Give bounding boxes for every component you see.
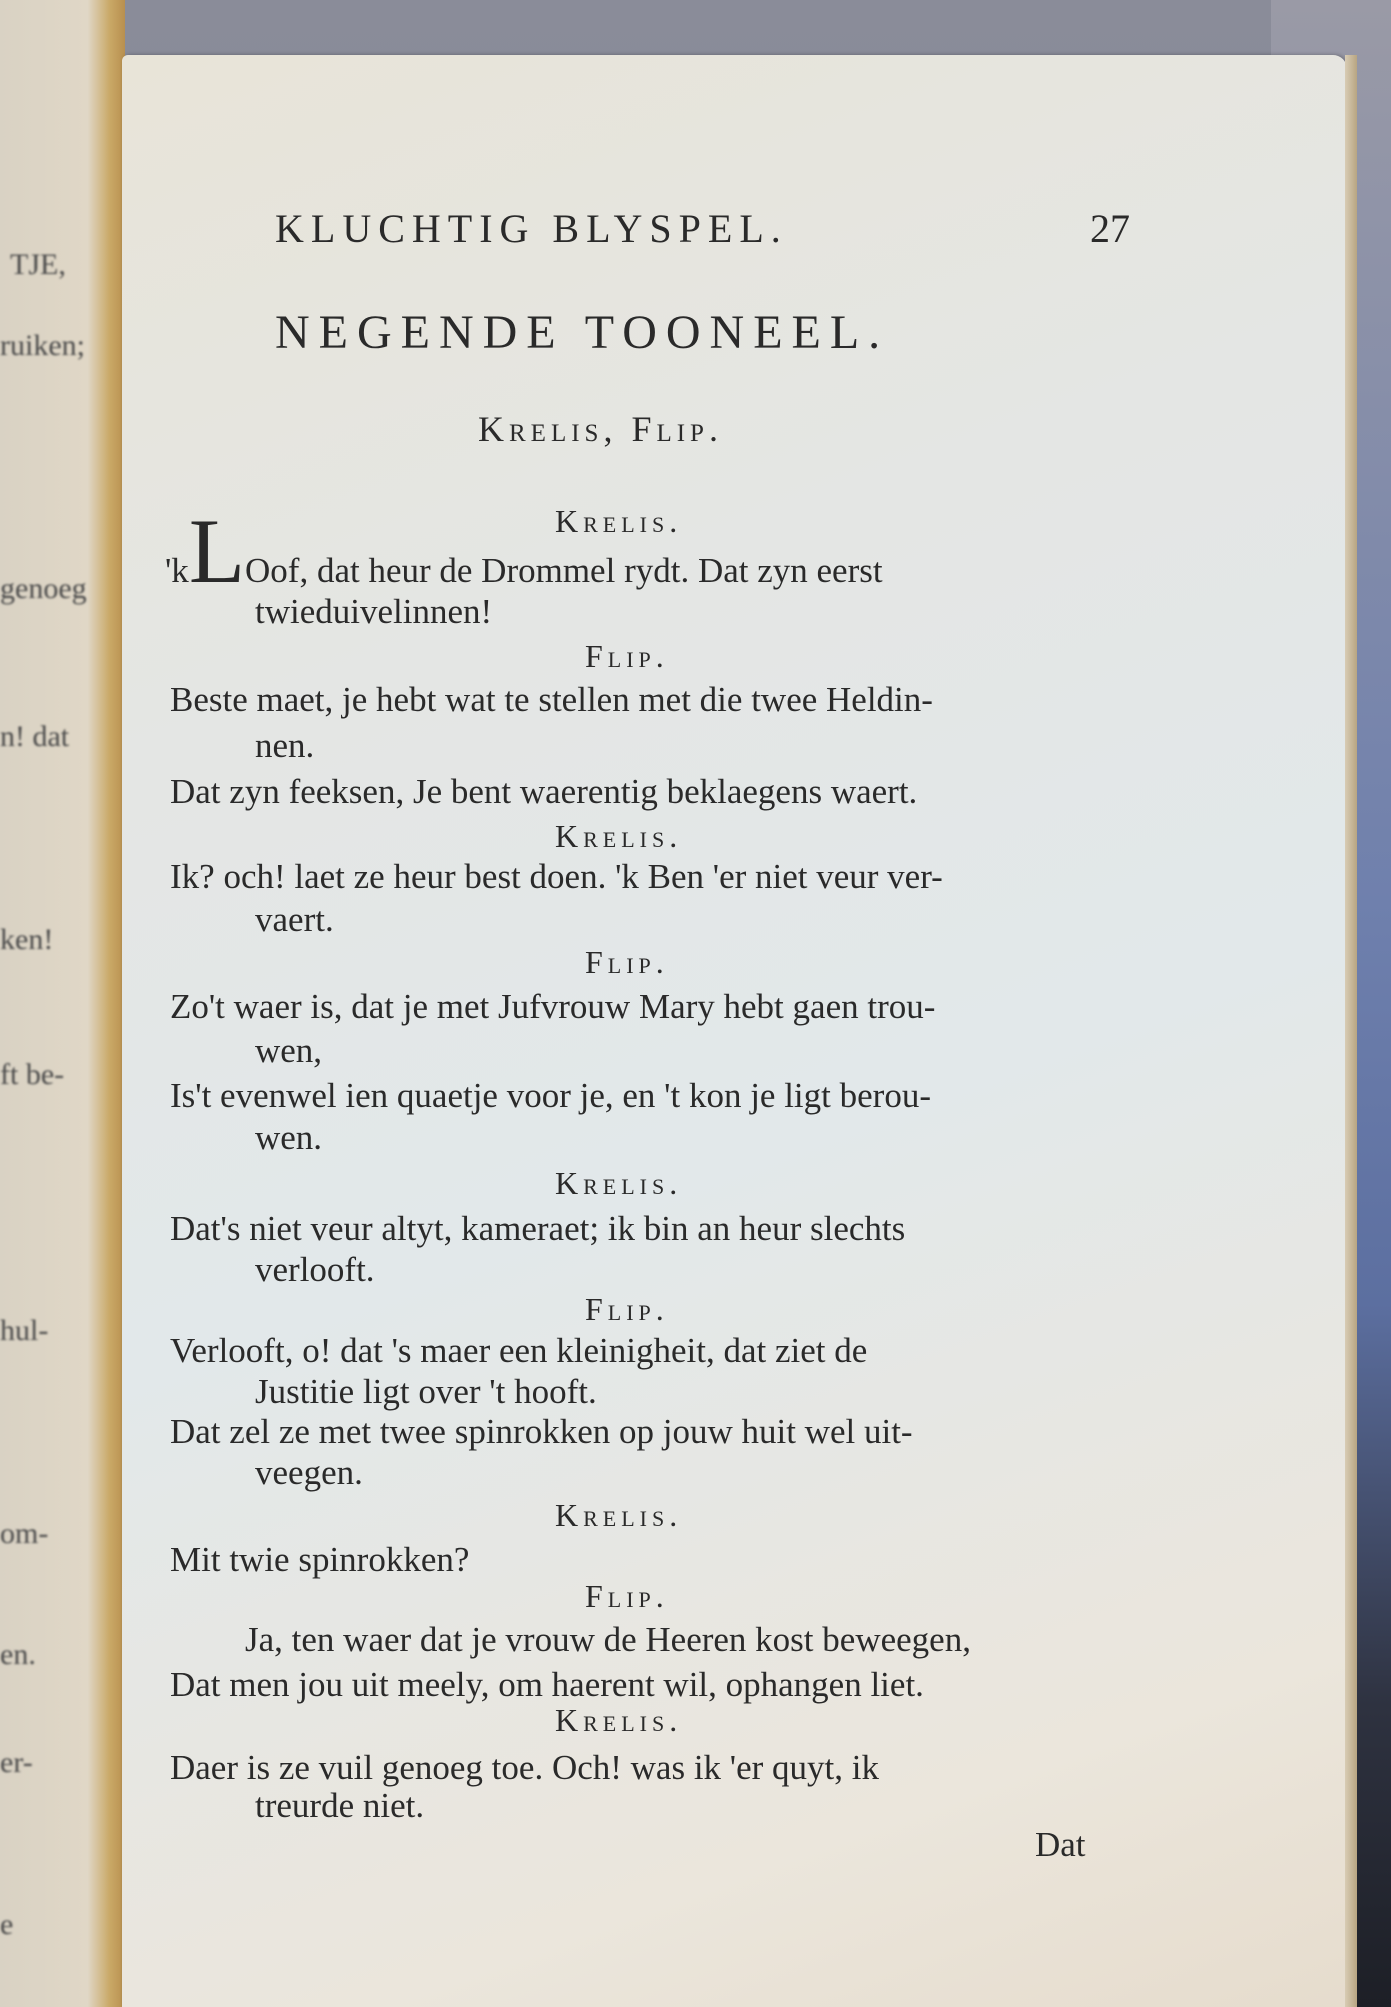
left-page <box>0 0 125 2007</box>
left-page-fragment: hul- <box>0 1314 49 1347</box>
dialogue-line <box>165 500 883 602</box>
dialogue-line: twieduivelinnen! <box>255 592 493 631</box>
dialogue-line: Mit twie spinrokken? <box>170 1540 470 1579</box>
speaker-name: Flip. <box>585 638 669 674</box>
speaker-name: Krelis. <box>555 1702 683 1738</box>
dialogue-line: Dat zyn feeksen, Je bent waerentig beklaegens waert. <box>170 772 918 811</box>
dialogue-line: wen. <box>255 1118 323 1157</box>
speaker-name: Flip. <box>585 1578 669 1614</box>
dialogue-line: treurde niet. <box>255 1786 425 1825</box>
dialogue-line: Dat's niet veur altyt, kameraet; ik bin an heur slechts <box>170 1209 906 1248</box>
left-page-fragment: n! dat <box>0 720 70 753</box>
left-page-fragment: ruiken; <box>0 328 85 362</box>
dialogue-line: Ik? och! laet ze heur best doen. 'k Ben 'er niet veur ver- <box>170 857 943 896</box>
dialogue-line: Justitie ligt over 't hooft. <box>255 1372 597 1411</box>
dialogue-line: nen. <box>255 726 315 765</box>
page-number: 27 <box>1090 206 1130 251</box>
speaker-name: Flip. <box>585 944 669 980</box>
dialogue-line: verlooft. <box>255 1250 375 1289</box>
dialogue-line: Dat men jou uit meely, om haerent wil, ophangen liet. <box>170 1665 924 1704</box>
dialogue-line: Is't evenwel ien quaetje voor je, en 't kon je ligt berou- <box>170 1076 931 1115</box>
dialogue-line: Beste maet, je hebt wat te stellen met die twee Heldin- <box>170 680 933 719</box>
dialogue-line: Zo't waer is, dat je met Jufvrouw Mary hebt gaen trou- <box>170 987 936 1026</box>
dialogue-line: wen, <box>255 1031 323 1070</box>
drop-cap: L <box>188 500 246 602</box>
catchword: Dat <box>1035 1825 1086 1864</box>
dialogue-line: veegen. <box>255 1453 363 1492</box>
left-page-fragment: ft be- <box>0 1057 65 1091</box>
line-text: Oof, dat heur de Drommel rydt. Dat zyn eerst <box>245 551 883 590</box>
dialogue-line: Verlooft, o! dat 's maer een kleinigheit, dat ziet de <box>170 1331 868 1370</box>
character-list: Krelis, Flip. <box>478 409 723 449</box>
dialogue-line: Daer is ze vuil genoeg toe. Och! was ik 'er quyt, ik <box>170 1748 880 1787</box>
speaker-name: Krelis. <box>555 818 683 854</box>
running-head: KLUCHTIG BLYSPEL. <box>275 206 788 251</box>
left-page-fragment: er- <box>0 1746 33 1779</box>
dialogue-line: vaert. <box>255 900 334 939</box>
speaker-name: Krelis. <box>555 503 683 539</box>
left-page-fragment: TJE, <box>10 247 66 281</box>
left-page-fragment: en. <box>0 1638 36 1671</box>
speaker-name: Krelis. <box>555 1165 683 1201</box>
dialogue-line: Ja, ten waer dat je vrouw de Heeren kost beweegen, <box>245 1620 971 1659</box>
left-page-fragment: om- <box>0 1516 49 1550</box>
left-page-fragment: genoeg <box>0 571 87 605</box>
line-prefix: 'k <box>165 551 189 590</box>
left-page-fragment: e <box>0 1908 14 1941</box>
scene-title: NEGENDE TOONEEL. <box>275 306 890 359</box>
dialogue-line: Dat zel ze met twee spinrokken op jouw huit wel uit- <box>170 1412 913 1451</box>
left-page-fragment: ken! <box>0 922 54 956</box>
speaker-name: Krelis. <box>555 1497 683 1533</box>
speaker-name: Flip. <box>585 1291 669 1327</box>
page-edge <box>1345 55 1357 2007</box>
